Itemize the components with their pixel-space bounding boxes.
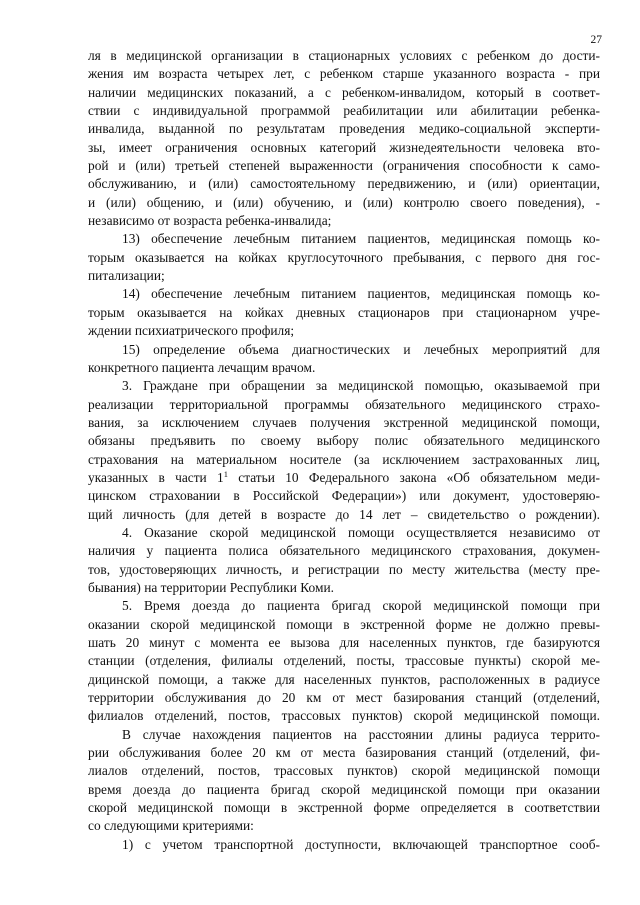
text-line: наличии медицинских показаний, а с ребенком-инвалидом, который в соответ-	[88, 84, 600, 100]
text-line: со следующими критериями:	[88, 818, 254, 834]
text-line: инвалида, выданной по результатам проведения медико-социальной эксперти-	[88, 121, 600, 137]
text-line: шать 20 минут с момента ее вызова для населенных пунктов, где базируются	[88, 635, 600, 650]
text-line: филиалов отделений, постов, трассовых пунктов) скорой медицинской помощи.	[88, 708, 600, 724]
text-line: 15) определение объема диагностических и лечебных мероприятий для	[122, 341, 600, 357]
text-line: независимо от возраста ребенка-инвалида;	[88, 213, 332, 229]
text-fragment: статьи 10 Федерального закона «Об обязательном меди-	[227, 469, 600, 485]
text-line: скорой медицинской помощи в экстренной форме определяется в соответствии	[88, 800, 600, 816]
text-line: обязаны предъявить по своему выбору полис обязательного медицинского	[88, 433, 600, 449]
text-line: конкретного пациента лечащим врачом.	[88, 359, 316, 375]
text-line: жения им возраста четырех лет, с ребенком старше указанного возраста - при	[88, 66, 600, 82]
text-line: страхования на материальном носителе (за исключением застрахованных лиц,	[88, 451, 600, 467]
text-line: 14) обеспечение лечебным питанием пациентов, медицинская помощь ко-	[122, 286, 600, 302]
text-line: территории обслуживания до 20 км от мест базирования станций (отделений,	[88, 690, 600, 706]
text-line: ствии с индивидуальной программой реабилитации или абилитации ребенка-	[88, 103, 600, 119]
text-line: рии обслуживания более 20 км от места базирования станций (отделений, фи-	[88, 745, 600, 761]
text-line: ждении психиатрического профиля;	[88, 323, 295, 339]
text-line: тов, удостоверяющих личность, и регистрации по месту жительства (месту пре-	[88, 561, 600, 577]
text-line: дицинской помощи, а также для населенных пунктов, расположенных в радиусе	[88, 671, 600, 687]
text-line: щий личность (для детей в возрасте до 14 лет – свидетельство о рождении).	[88, 506, 600, 522]
text-line: оказании скорой медицинской помощи в экстренной форме не должно превы-	[88, 616, 600, 632]
text-line: 5. Время доезда до пациента бригад скорой медицинской помощи при	[122, 598, 600, 614]
text-line: наличия у пациента полиса обязательного медицинского страхования, докумен-	[88, 543, 600, 559]
text-line: бывания) на территории Республики Коми.	[88, 579, 334, 595]
text-line: зы, имеет ограничения основных категорий жизнедеятельности человека вто-	[88, 139, 600, 155]
text-line: торым оказывается на койках дневных стационаров при стационарном учре-	[88, 304, 600, 320]
text-line: лиалов отделений, постов, трассовых пунктов) скорой медицинской помощи	[88, 763, 600, 779]
superscript: 1	[223, 468, 228, 479]
text-line: цинском страховании в Российской Федерации») или документ, удостоверяю-	[88, 488, 600, 504]
text-line: торым оказывается на койках круглосуточного пребывания, с первого дня гос-	[88, 249, 600, 265]
text-fragment: указанных в части 1	[88, 469, 224, 485]
text-line: станции (отделения, филиалы отделений, посты, трассовые пункты) скорой ме-	[88, 653, 600, 669]
text-line: реализации территориальной программы обязательного медицинского страхо-	[88, 396, 600, 412]
text-line: питализации;	[88, 268, 165, 284]
page-number: 27	[590, 34, 602, 46]
text-line: ля в медицинской организации в стационарных условиях с ребенком до дости-	[88, 48, 600, 63]
text-line: В случае нахождения пациентов на расстоянии длины радиуса террито-	[122, 726, 600, 742]
text-line: и (или) общению, и (или) обучению, и (или) контролю своего поведения), -	[88, 194, 600, 210]
text-line: вания, за исключением случаев получения экстренной медицинской помощи,	[88, 414, 600, 430]
text-line: 4. Оказание скорой медицинской помощи осуществляется независимо от	[122, 524, 600, 540]
text-line: обслуживанию, и (или) самостоятельному передвижению, и (или) ориентации,	[88, 176, 600, 192]
text-line: рой и (или) третьей степеней выраженности (ограничения способности к само-	[88, 158, 600, 174]
text-line: 13) обеспечение лечебным питанием пациентов, медицинская помощь ко-	[122, 231, 600, 247]
text-line: время доезда до пациента бригад скорой медицинской помощи при оказании	[88, 781, 600, 797]
text-line: 3. Граждане при обращении за медицинской помощью, оказываемой при	[122, 378, 600, 394]
body-text	[88, 47, 600, 854]
text-line	[88, 469, 600, 487]
text-line: 1) с учетом транспортной доступности, включающей транспортное сооб-	[122, 836, 600, 852]
